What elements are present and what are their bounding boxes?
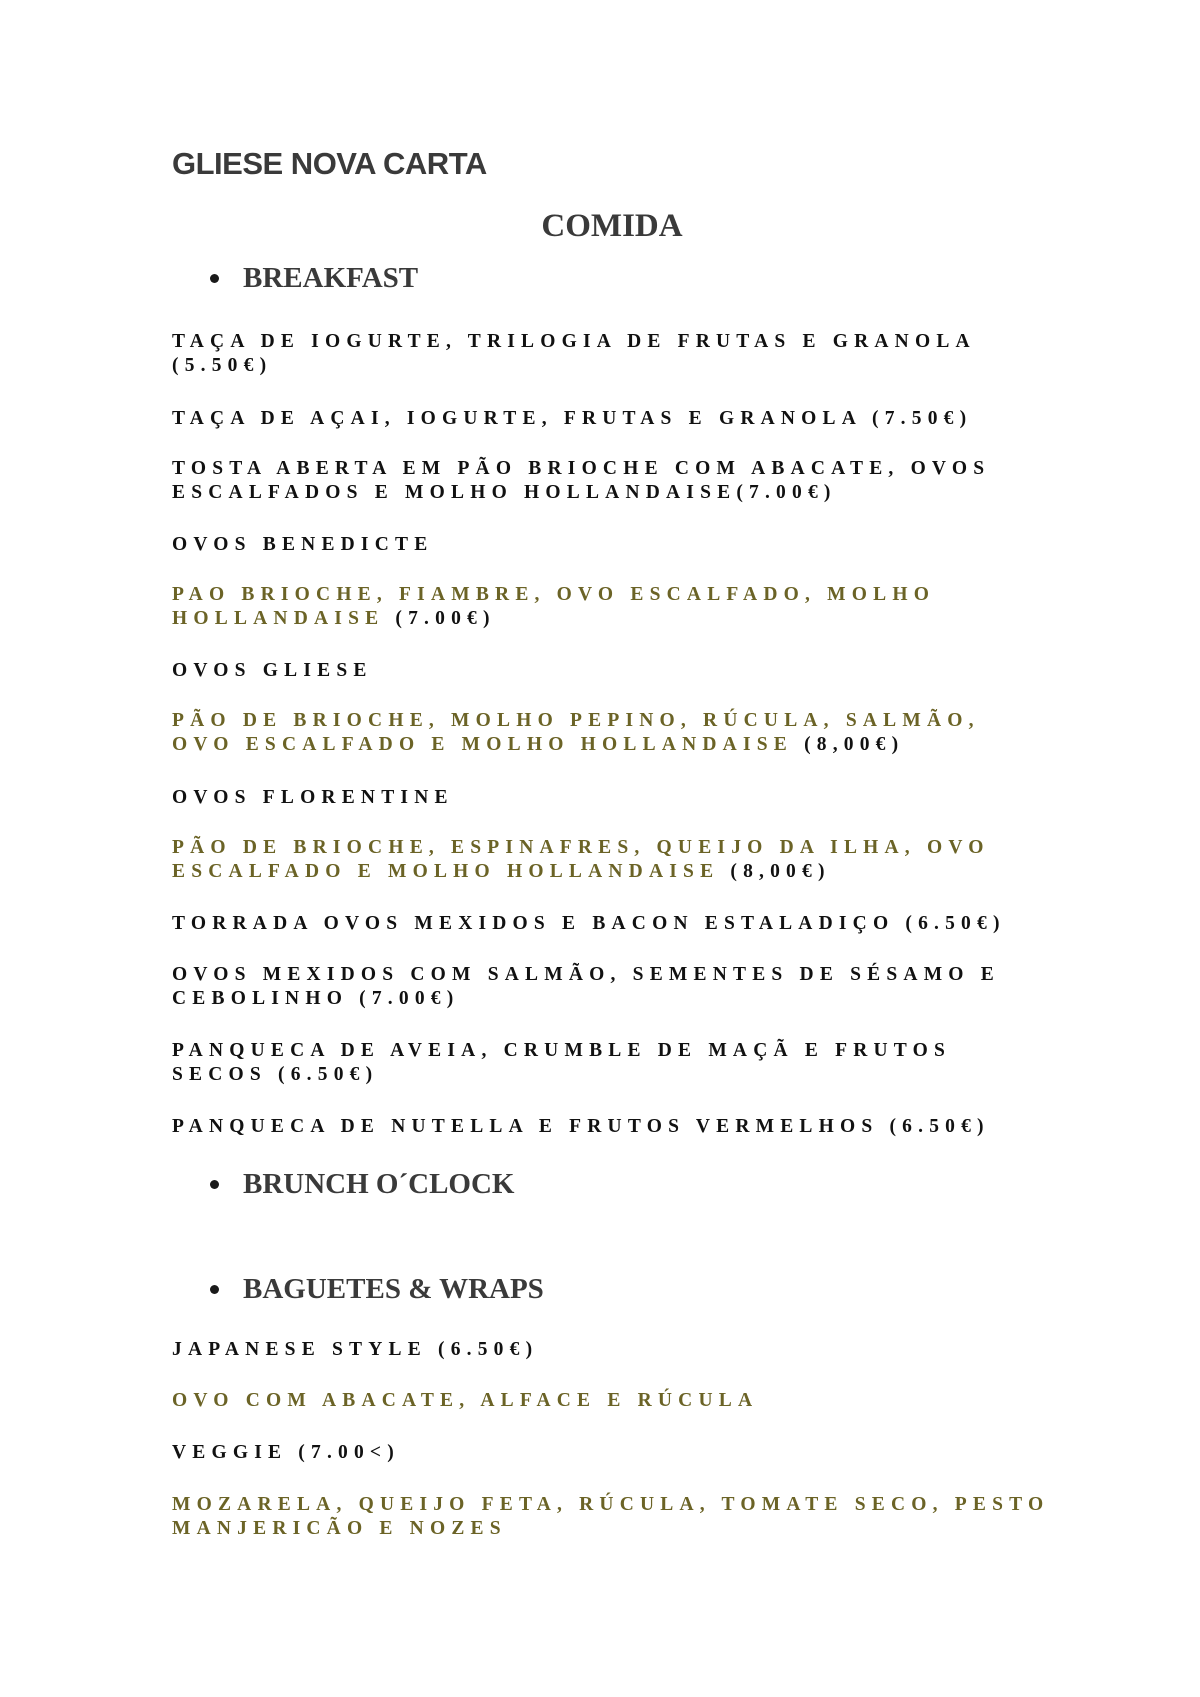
price-text: (7.00€) — [395, 608, 496, 629]
heading-brunch-label: BRUNCH O´CLOCK — [243, 1168, 515, 1200]
heading-breakfast — [210, 262, 418, 295]
menu-item-japanese-style: JAPANESE STYLE (6.50€) — [172, 1339, 539, 1360]
section-title-comida: COMIDA — [541, 208, 683, 244]
description-text: PAO BRIOCHE, FIAMBRE, OVO ESCALFADO, MOLHO HOLLANDAISE — [172, 584, 936, 629]
menu-item-ovos-gliese: OVOS GLIESE — [172, 660, 373, 681]
bullet-icon — [210, 1285, 219, 1294]
menu-item-veggie: VEGGIE (7.00<) — [172, 1442, 400, 1463]
price-text: (8,00€) — [730, 861, 831, 882]
document-title: GLIESE NOVA CARTA — [172, 146, 487, 181]
menu-item-ovos-benedicte: OVOS BENEDICTE — [172, 534, 434, 555]
menu-item-veggie-description: MOZARELA, QUEIJO FETA, RÚCULA, TOMATE SECO, PESTO MANJERICÃO E NOZES — [172, 1494, 1050, 1539]
bullet-icon — [210, 1180, 219, 1189]
description-text: PÃO DE BRIOCHE, MOLHO PEPINO, RÚCULA, SALMÃO, OVO ESCALFADO E MOLHO HOLLANDAISE — [172, 710, 980, 755]
heading-breakfast-label: BREAKFAST — [243, 262, 419, 294]
menu-item-japanese-style-description: OVO COM ABACATE, ALFACE E RÚCULA — [172, 1390, 759, 1411]
heading-baguetes-wraps — [210, 1273, 544, 1306]
menu-item-torrada-ovos-mexidos: TORRADA OVOS MEXIDOS E BACON ESTALADIÇO (6.50€) — [172, 913, 1006, 934]
menu-item-taca-iogurte: TAÇA DE IOGURTE, TRILOGIA DE FRUTAS E GRANOLA (5.50€) — [172, 331, 975, 376]
menu-item-ovos-florentine-description — [172, 836, 1052, 884]
menu-item-taca-acai: TAÇA DE AÇAI, IOGURTE, FRUTAS E GRANOLA (7.50€) — [172, 408, 973, 429]
menu-item-ovos-mexidos-salmao: OVOS MEXIDOS COM SALMÃO, SEMENTES DE SÉSAMO E CEBOLINHO (7.00€) — [172, 964, 1000, 1009]
menu-item-ovos-benedicte-description — [172, 583, 1052, 631]
menu-item-panqueca-nutella: PANQUECA DE NUTELLA E FRUTOS VERMELHOS (6.50€) — [172, 1116, 990, 1137]
heading-brunch — [210, 1168, 514, 1201]
heading-baguetes-wraps-label: BAGUETES & WRAPS — [243, 1273, 544, 1305]
price-text: (8,00€) — [804, 734, 905, 755]
bullet-icon — [210, 274, 219, 283]
menu-item-ovos-gliese-description — [172, 709, 1052, 757]
menu-item-panqueca-aveia: PANQUECA DE AVEIA, CRUMBLE DE MAÇÃ E FRUTOS SECOS (6.50€) — [172, 1040, 952, 1085]
menu-item-tosta-aberta: TOSTA ABERTA EM PÃO BRIOCHE COM ABACATE, OVOS ESCALFADOS E MOLHO HOLLANDAISE(7.00€) — [172, 458, 991, 503]
menu-item-ovos-florentine: OVOS FLORENTINE — [172, 787, 454, 808]
description-text: PÃO DE BRIOCHE, ESPINAFRES, QUEIJO DA ILHA, OVO ESCALFADO E MOLHO HOLLANDAISE — [172, 837, 990, 882]
